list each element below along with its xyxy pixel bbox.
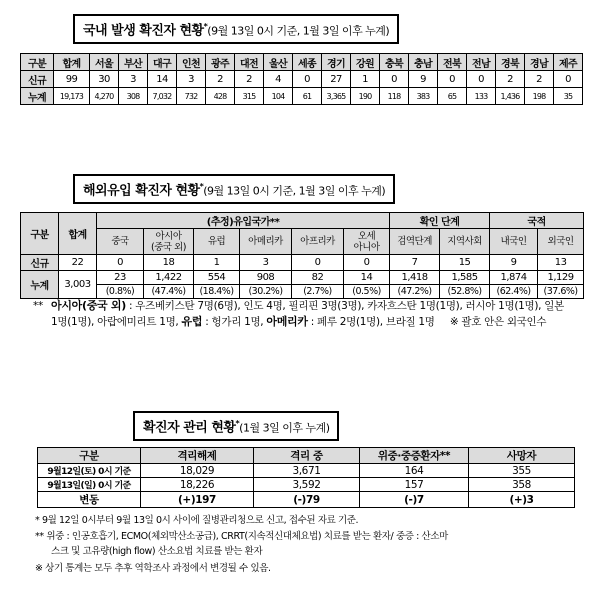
domestic-cell: 2 xyxy=(235,71,264,88)
domestic-cell: 0 xyxy=(438,71,467,88)
overseas-new-cell: 3 xyxy=(240,255,292,271)
management-note-1: * 9월 12일 0시부터 9월 13일 0시 사이에 질병관리청으로 신고, 접수된 자료 기준. xyxy=(35,515,359,526)
overseas-h-region: (추정)유입국가** xyxy=(97,213,390,229)
overseas-h-gubun: 구분 xyxy=(21,213,59,255)
domestic-cell: 0 xyxy=(293,71,322,88)
overseas-cum-row xyxy=(21,271,584,285)
domestic-cell: 3,365 xyxy=(322,88,351,105)
management-subtitle: (1월 3일 이후 누계) xyxy=(239,421,330,435)
domestic-header-row xyxy=(21,54,583,71)
management-change-cell: (-)7 xyxy=(360,492,469,508)
overseas-pct-cell: (18.4%) xyxy=(194,285,240,299)
overseas-new-cell: 18 xyxy=(144,255,194,271)
overseas-cum-cell: 23 xyxy=(97,271,144,285)
management-change-label: 변동 xyxy=(38,492,141,508)
management-note-2-prefix: ** 위중 : xyxy=(35,531,70,542)
domestic-header-cell: 서울 xyxy=(90,54,119,71)
overseas-cum-cell: 82 xyxy=(292,271,344,285)
overseas-subheader-cell: 아시아 (중국 외) xyxy=(144,229,194,255)
domestic-title-box xyxy=(73,14,399,44)
asia-label: 아시아(중국 외) xyxy=(51,299,126,312)
management-note-2-line2: 스크 및 고유량(high flow) 산소요법 치료를 받는 환자 xyxy=(51,546,263,557)
management-change-cell: (+)197 xyxy=(141,492,254,508)
domestic-cell: 3 xyxy=(177,71,206,88)
overseas-note-prefix: ** xyxy=(33,300,43,312)
overseas-new-label: 신규 xyxy=(21,255,59,271)
management-cell: 164 xyxy=(360,464,469,478)
management-header-row xyxy=(38,448,575,464)
overseas-subheader-cell: 중국 xyxy=(97,229,144,255)
domestic-cell: 30 xyxy=(90,71,119,88)
domestic-cell: 198 xyxy=(525,88,554,105)
overseas-new-cell: 0 xyxy=(344,255,390,271)
domestic-header-cell: 전북 xyxy=(438,54,467,71)
overseas-pct-cell: (52.8%) xyxy=(440,285,490,299)
overseas-cum-cell: 908 xyxy=(240,271,292,285)
management-change-cell: (-)79 xyxy=(254,492,360,508)
management-note-2-line1: 인공호흡기, ECMO(체외막산소공급), CRRT(지속적신대체요법) 치료를 받는 환자/ 중증 : 산소마 xyxy=(71,531,448,542)
overseas-pct-cell: (0.5%) xyxy=(344,285,390,299)
overseas-pct-cell: (37.6%) xyxy=(538,285,584,299)
domestic-cell: 65 xyxy=(438,88,467,105)
domestic-cell: 1,436 xyxy=(496,88,525,105)
management-cell: 358 xyxy=(469,478,575,492)
overseas-pct-row xyxy=(21,285,584,299)
management-header-cell: 구분 xyxy=(38,448,141,464)
management-header-cell: 사망자 xyxy=(469,448,575,464)
america-label: 아메리카 xyxy=(266,315,308,328)
asia-text: : 우즈베키스탄 7명(6명), 인도 4명, 필리핀 3명(3명), 카자흐스탄 1명(1명), 러시아 1명(1명), 일본 1명(1명), 아랍에미리트 1명, xyxy=(51,300,564,328)
domestic-cell: 118 xyxy=(380,88,409,105)
domestic-header-cell: 대구 xyxy=(148,54,177,71)
management-cell: 355 xyxy=(469,464,575,478)
domestic-header-cell: 세종 xyxy=(293,54,322,71)
domestic-cell: 7,032 xyxy=(148,88,177,105)
overseas-table xyxy=(20,212,584,299)
management-change-cell: (+)3 xyxy=(469,492,575,508)
domestic-header-cell: 광주 xyxy=(206,54,235,71)
europe-text: : 헝가리 1명, xyxy=(205,316,264,328)
overseas-subheader-cell: 유럽 xyxy=(194,229,240,255)
domestic-cell: 27 xyxy=(322,71,351,88)
domestic-cell: 19,173 xyxy=(54,88,90,105)
overseas-new-row xyxy=(21,255,584,271)
domestic-cell: 0 xyxy=(467,71,496,88)
management-row-label: 9월12일(토) 0시 기준 xyxy=(38,464,141,478)
overseas-pct-cell: (47.4%) xyxy=(144,285,194,299)
overseas-subheader-row xyxy=(21,229,584,255)
domestic-new-row xyxy=(21,71,583,88)
domestic-header-cell: 경기 xyxy=(322,54,351,71)
domestic-header-cell: 합계 xyxy=(54,54,90,71)
overseas-new-total: 22 xyxy=(59,255,97,271)
europe-label: 유럽 xyxy=(181,315,203,328)
domestic-cell: 732 xyxy=(177,88,206,105)
paren-note: ※ 괄호 안은 외국인수 xyxy=(449,316,547,328)
overseas-new-cell: 0 xyxy=(292,255,344,271)
overseas-h-total: 합계 xyxy=(59,213,97,255)
domestic-table xyxy=(20,53,583,105)
overseas-subtitle: (9월 13일 0시 기준, 1월 3일 이후 누계) xyxy=(203,184,386,198)
overseas-pct-cell: (2.7%) xyxy=(292,285,344,299)
domestic-header-cell: 경남 xyxy=(525,54,554,71)
domestic-header-cell: 충북 xyxy=(380,54,409,71)
overseas-cum-cell: 1,129 xyxy=(538,271,584,285)
overseas-subheader-cell: 외국인 xyxy=(538,229,584,255)
domestic-cell: 315 xyxy=(235,88,264,105)
management-note-2 xyxy=(35,529,448,544)
domestic-cell: 61 xyxy=(293,88,322,105)
domestic-title-mark: * xyxy=(203,22,208,31)
overseas-title-mark: * xyxy=(199,182,204,191)
domestic-subtitle: (9월 13일 0시 기준, 1월 3일 이후 누계) xyxy=(207,24,390,38)
domestic-header-cell: 충남 xyxy=(409,54,438,71)
domestic-header-cell: 구분 xyxy=(21,54,54,71)
domestic-cell: 0 xyxy=(554,71,583,88)
overseas-h-nation: 국적 xyxy=(490,213,584,229)
domestic-header-cell: 대전 xyxy=(235,54,264,71)
domestic-title: 국내 발생 확진자 현황 xyxy=(83,23,204,39)
management-cell: 18,226 xyxy=(141,478,254,492)
management-cell: 3,592 xyxy=(254,478,360,492)
management-change-row xyxy=(38,492,575,508)
overseas-cum-cell: 1,418 xyxy=(390,271,440,285)
management-row xyxy=(38,478,575,492)
domestic-cell: 428 xyxy=(206,88,235,105)
domestic-cell: 3 xyxy=(119,71,148,88)
overseas-cum-cell: 14 xyxy=(344,271,390,285)
domestic-cell: 9 xyxy=(409,71,438,88)
domestic-cell: 0 xyxy=(380,71,409,88)
management-title-mark: * xyxy=(235,419,240,428)
management-title-box xyxy=(133,411,339,441)
domestic-row-label: 신규 xyxy=(21,71,54,88)
domestic-header-cell: 부산 xyxy=(119,54,148,71)
overseas-subheader-cell: 아프리카 xyxy=(292,229,344,255)
overseas-new-cell: 15 xyxy=(440,255,490,271)
overseas-cum-cell: 1,422 xyxy=(144,271,194,285)
domestic-cum-row xyxy=(21,88,583,105)
overseas-title: 해외유입 확진자 현황 xyxy=(83,183,200,199)
domestic-header-cell: 인천 xyxy=(177,54,206,71)
management-title: 확진자 관리 현황 xyxy=(143,420,236,436)
overseas-cum-total: 3,003 xyxy=(59,271,97,299)
domestic-cell: 190 xyxy=(351,88,380,105)
domestic-cell: 4,270 xyxy=(90,88,119,105)
overseas-new-cell: 1 xyxy=(194,255,240,271)
overseas-subheader-cell: 아메리카 xyxy=(240,229,292,255)
overseas-subheader-cell: 오세 아니아 xyxy=(344,229,390,255)
overseas-pct-cell: (30.2%) xyxy=(240,285,292,299)
domestic-cell: 104 xyxy=(264,88,293,105)
domestic-cell: 2 xyxy=(496,71,525,88)
overseas-new-cell: 7 xyxy=(390,255,440,271)
overseas-title-box xyxy=(73,174,395,204)
domestic-cell: 2 xyxy=(206,71,235,88)
management-cell: 3,671 xyxy=(254,464,360,478)
management-header-cell: 격리해제 xyxy=(141,448,254,464)
overseas-cum-cell: 554 xyxy=(194,271,240,285)
overseas-new-cell: 9 xyxy=(490,255,538,271)
overseas-note xyxy=(33,298,573,330)
domestic-header-cell: 전남 xyxy=(467,54,496,71)
management-table xyxy=(37,447,575,508)
domestic-header-cell: 제주 xyxy=(554,54,583,71)
domestic-cell: 99 xyxy=(54,71,90,88)
domestic-cell: 4 xyxy=(264,71,293,88)
domestic-cell: 2 xyxy=(525,71,554,88)
domestic-cell: 133 xyxy=(467,88,496,105)
overseas-h-check: 확인 단계 xyxy=(390,213,490,229)
overseas-cum-label: 누계 xyxy=(21,271,59,299)
overseas-new-cell: 0 xyxy=(97,255,144,271)
management-row-label: 9월13일(일) 0시 기준 xyxy=(38,478,141,492)
domestic-cell: 308 xyxy=(119,88,148,105)
domestic-header-cell: 경북 xyxy=(496,54,525,71)
overseas-new-cell: 13 xyxy=(538,255,584,271)
management-row xyxy=(38,464,575,478)
management-header-cell: 격리 중 xyxy=(254,448,360,464)
overseas-pct-cell: (0.8%) xyxy=(97,285,144,299)
overseas-subheader-cell: 검역단계 xyxy=(390,229,440,255)
overseas-cum-cell: 1,874 xyxy=(490,271,538,285)
domestic-row-label: 누계 xyxy=(21,88,54,105)
domestic-cell: 383 xyxy=(409,88,438,105)
domestic-cell: 14 xyxy=(148,71,177,88)
america-text: : 페루 2명(1명), 브라질 1명 xyxy=(310,316,435,328)
domestic-cell: 35 xyxy=(554,88,583,105)
overseas-pct-cell: (62.4%) xyxy=(490,285,538,299)
overseas-cum-cell: 1,585 xyxy=(440,271,490,285)
domestic-cell: 1 xyxy=(351,71,380,88)
domestic-header-cell: 울산 xyxy=(264,54,293,71)
overseas-subheader-cell: 내국인 xyxy=(490,229,538,255)
management-cell: 157 xyxy=(360,478,469,492)
management-cell: 18,029 xyxy=(141,464,254,478)
management-note-3: ※ 상기 통계는 모두 추후 역학조사 과정에서 변경될 수 있음. xyxy=(35,563,271,574)
overseas-pct-cell: (47.2%) xyxy=(390,285,440,299)
overseas-subheader-cell: 지역사회 xyxy=(440,229,490,255)
management-header-cell: 위중·중증환자** xyxy=(360,448,469,464)
domestic-header-cell: 강원 xyxy=(351,54,380,71)
